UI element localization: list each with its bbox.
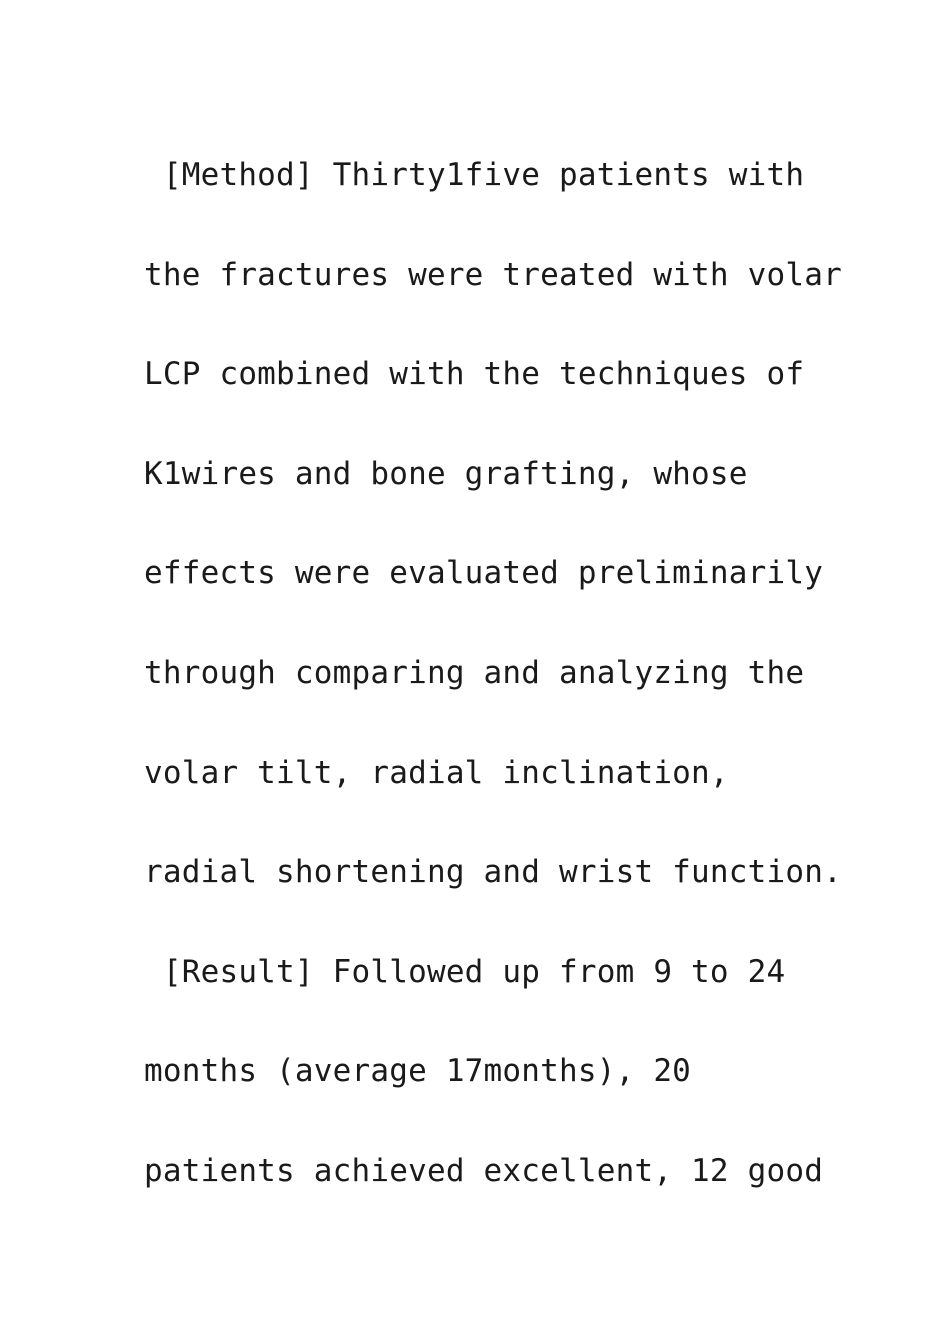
text-line: radial shortening and wrist function.	[144, 854, 842, 891]
text-line: [Method] Thirty1five patients with	[144, 157, 805, 193]
text-line: K1wires and bone grafting, whose	[144, 455, 748, 492]
text-line: LCP combined with the techniques of	[144, 356, 805, 393]
abstract-text	[144, 126, 844, 1222]
text-line: the fractures were treated with volar	[144, 256, 842, 293]
text-line: through comparing and analyzing the	[144, 654, 805, 691]
text-line: months (average 17months), 20	[144, 1053, 692, 1090]
text-line: [Result] Followed up from 9 to 24	[144, 953, 786, 990]
text-line: effects were evaluated preliminarily	[144, 555, 824, 592]
text-line: volar tilt, radial inclination,	[144, 754, 729, 791]
text-line: patients achieved excellent, 12 good	[144, 1152, 824, 1189]
